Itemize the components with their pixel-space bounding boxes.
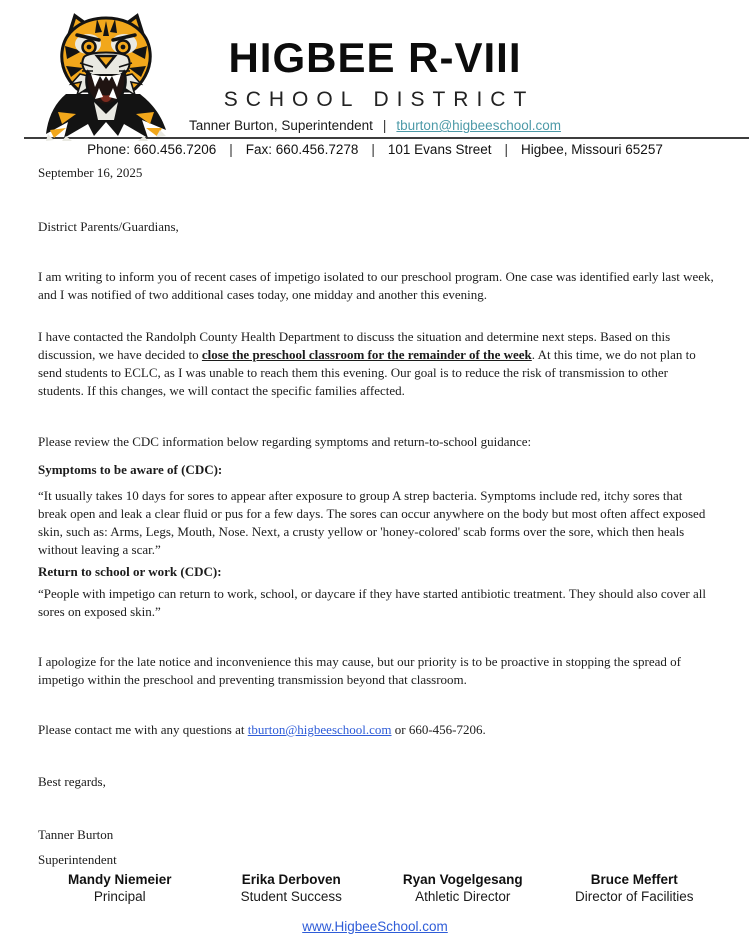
staff-name: Mandy Niemeier [67,872,172,888]
paragraph-intro: I am writing to inform you of recent cases of impetigo isolated to our preschool program. One case was identified early last week, and I was notified of two additional cases today, one midday and another this evening. [38,269,714,303]
salutation: District Parents/Guardians, [38,219,179,235]
staff-name: Erika Derboven [241,872,341,888]
superintendent-name: Tanner Burton, Superintendent [189,118,373,134]
paragraph-contact [38,721,714,739]
contact-line [0,142,750,157]
website-link[interactable]: www.HigbeeSchool.com [302,919,448,935]
contact-email-link[interactable]: tburton@higbeeschool.com [247,722,392,738]
staff-title: Athletic Director [415,889,511,905]
school-name: HIGBEE R-VIII [228,34,522,81]
signature-title: Superintendent [38,852,117,868]
staff-name: Ryan Vogelgesang [402,872,523,888]
separator: | [371,142,375,158]
contact-text-post: or 660-456-7206. [391,722,486,738]
staff-member [549,872,721,905]
letterhead [0,0,750,157]
paragraph-apology: I apologize for the late notice and inconvenience this may cause, but our priority is to be proactive in stopping the spread of impetigo within the preschool and preventing transmission beyond that classroom. [38,654,681,688]
staff-title: Student Success [240,889,342,905]
city-state-zip: Higbee, Missouri 65257 [521,142,663,158]
phone-number: Phone: 660.456.7206 [87,142,217,158]
staff-name: Bruce Meffert [590,872,678,888]
staff-row [34,872,720,905]
paragraph-decision [38,328,714,400]
signature-name: Tanner Burton [38,827,114,843]
return-heading: Return to school or work (CDC): [38,564,222,580]
letter-date: September 16, 2025 [38,165,143,181]
separator: | [229,142,233,158]
fax-number: Fax: 660.456.7278 [245,142,359,158]
superintendent-email-link[interactable]: tburton@higbeeschool.com [396,118,561,134]
decision-text-post: . At this time, we do not plan to send students to ECLC, as I was unable to reach them this evening. Our goal is to reduce the risk of transmission to other students. If this changes, we will contact the specific families affected. [38,347,696,399]
staff-member [377,872,549,905]
separator: | [504,142,508,158]
staff-footer [0,872,750,934]
paragraph-cdc-intro: Please review the CDC information below regarding symptoms and return-to-school guidance: [38,434,532,450]
separator: | [382,118,387,134]
website-row [0,919,750,934]
closing: Best regards, [38,774,106,790]
school-subtitle: SCHOOL DISTRICT [223,88,535,112]
tiger-icon [36,10,176,142]
contact-text-pre: Please contact me with any questions at [38,722,248,738]
return-quote: “People with impetigo can return to work, school, or daycare if they have started antibiotic treatment. They should also cover all sores on exposed skin.” [38,586,706,620]
staff-title: Director of Facilities [574,889,694,905]
staff-member [34,872,206,905]
symptoms-heading: Symptoms to be aware of (CDC): [38,462,223,478]
decision-text-pre: I have contacted the Randolph County Health Department to discuss the situation and determine next steps. Based on this discussion, we have decided to [38,329,671,363]
closure-emphasis: close the preschool classroom for the remainder of the week [201,347,532,363]
symptoms-quote: “It usually takes 10 days for sores to appear after exposure to group A strep bacteria. Symptoms include red, itchy sores that break open and leak a clear fluid or pus for a few days. The sores can occur anywhere on the body but most often affect exposed skin, such as: Arms, Legs, Mouth, Nose. Next, a crusty yellow or 'honey-colored' scab forms over the sore, which then heals without leaving a scar.” [38,488,706,558]
street-address: 101 Evans Street [387,142,492,158]
letter-body [38,164,714,869]
tiger-mascot-logo-icon [36,10,176,142]
staff-member [206,872,378,905]
staff-title: Principal [93,889,146,905]
